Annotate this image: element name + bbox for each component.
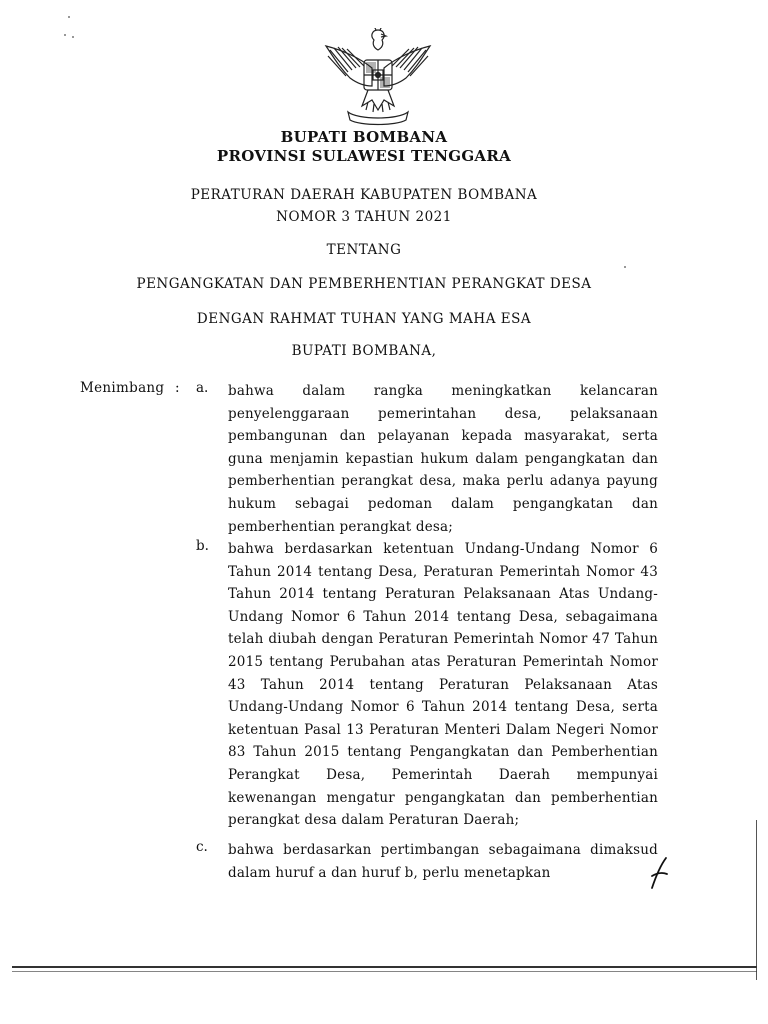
garuda-pancasila-emblem	[320, 28, 436, 128]
footer-rule	[12, 966, 757, 968]
scan-speck	[64, 34, 66, 36]
item-letter: a.	[196, 380, 209, 396]
menimbang-colon: :	[175, 380, 180, 396]
regulation-preamble: DENGAN RAHMAT TUHAN YANG MAHA ESA	[196, 311, 532, 327]
item-text: bahwa berdasarkan ketentuan Undang-Undang Nomor 6 Tahun 2014 tentang Desa, Peraturan Pemerintah Nomor 43 Tahun 2014 tentang Peraturan Pelaksanaan Atas Undang-Undang Nomor 6 Tahun 2014 tentang Desa, sebagaimana telah diubah dengan Peraturan Pemerintah Nomor 47 Tahun 2015 tentang Perubahan atas Peraturan Pemerintah Nomor 43 Tahun 2014 tentang Peraturan Pelaksanaan Atas Undang-Undang Nomor 6 Tahun 2014 tentang Desa, serta ketentuan Pasal 13 Peraturan Menteri Dalam Negeri Nomor 83 Tahun 2015 tentang Pengangkatan dan Pemberhentian Perangkat Desa, Pemerintah Daerah mempunyai kewenangan mengatur pengangkatan dan pemberhentian perangkat desa dalam Peraturan Daerah;	[228, 541, 658, 829]
garuda-emblem-icon	[320, 28, 436, 128]
item-letter: c.	[196, 839, 208, 855]
initial-paraf-icon	[648, 856, 670, 890]
menimbang-label: Menimbang	[80, 380, 165, 396]
province-title: PROVINSI SULAWESI TENGGARA	[216, 147, 512, 165]
footer-rule	[12, 971, 757, 972]
regulation-enactor: BUPATI BOMBANA,	[291, 343, 437, 359]
regulation-number: NOMOR 3 TAHUN 2021	[276, 209, 452, 225]
page-edge-line	[756, 820, 757, 980]
item-letter: b.	[196, 538, 209, 554]
regulation-about: TENTANG	[326, 242, 402, 258]
regulation-type: PERATURAN DAERAH KABUPATEN BOMBANA	[190, 187, 538, 203]
scan-speck	[72, 36, 74, 38]
regulation-subject: PENGANGKATAN DAN PEMBERHENTIAN PERANGKAT DESA	[136, 276, 592, 292]
office-title: BUPATI BOMBANA	[280, 128, 448, 146]
item-text: bahwa berdasarkan pertimbangan sebagaimana dimaksud dalam huruf a dan huruf b, perlu menetapkan	[228, 842, 658, 881]
scan-speck	[68, 16, 70, 18]
scan-speck	[624, 266, 626, 268]
item-text: bahwa dalam rangka meningkatkan kelancaran penyelenggaraan pemerintahan desa, pelaksanaan pembangunan dan pelayanan kepada masyarakat, serta guna menjamin kepastian hukum dalam pengangkatan dan pemberhentian perangkat desa, maka perlu adanya payung hukum sebagai pedoman dalam pengangkatan dan pemberhentian perangkat desa;	[228, 383, 658, 535]
handwritten-initial-mark	[648, 856, 670, 890]
